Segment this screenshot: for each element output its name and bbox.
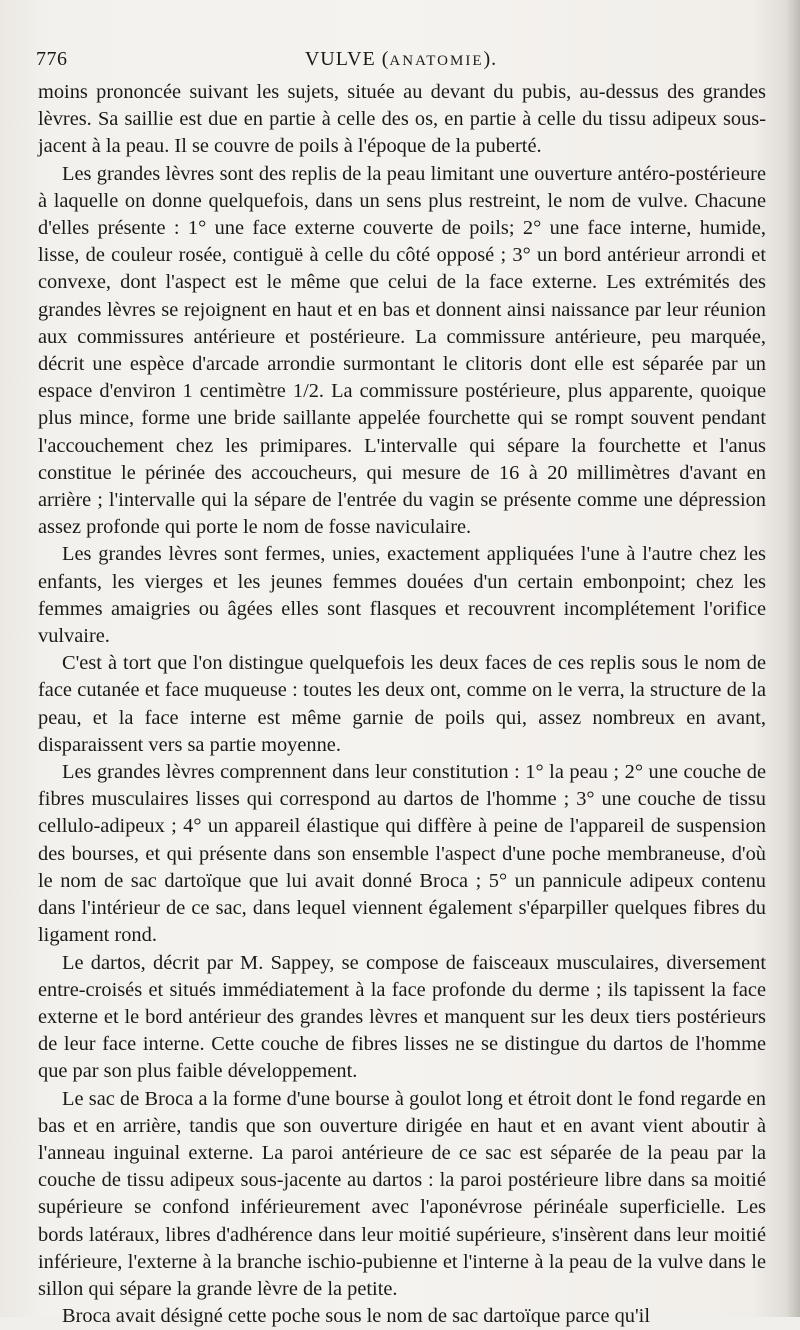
paragraph-fermes: Les grandes lèvres sont fermes, unies, exactement appliquées l'une à l'autre chez les enfants, les vierges et les jeunes femmes douées d'un certain embonpoint; chez les femmes amaigries ou âgées elles sont flasques et recouvrent incomplétement l'orifice vulvaire. bbox=[38, 543, 766, 648]
paragraph-constitution: Les grandes lèvres comprennent dans leur constitution : 1° la peau ; 2° une couche de fibres musculaires lisses qui correspond au dartos de l'homme ; 3° une couche de tissu cellulo-adipeux ; 4° un appareil élastique qui diffère à peine de l'appareil de suspension des bourses, et qui présente dans son ensemble l'aspect d'une poche membraneuse, d'où le nom de sac dartoïque que lui avait donné Broca ; 5° un pannicule adipeux contenu dans l'intérieur de ce sac, dans lequel viennent également s'éparpiller quelques fibres du ligament rond. bbox=[38, 761, 766, 947]
page-edge-shadow bbox=[786, 0, 800, 1317]
running-title-subject: ANATOMIE bbox=[389, 53, 484, 69]
page-header bbox=[36, 44, 766, 76]
paragraph-faces: C'est à tort que l'on distingue quelquefois les deux faces de ces replis sous le nom de face cutanée et face muqueuse : toutes les deux ont, comme on le verra, la structure de la peau, et la face interne est même garnie de poils qui, assez nombreux en avant, disparaissent vers sa partie moyenne. bbox=[38, 652, 766, 756]
paragraph-sac-de-broca: Le sac de Broca a la forme d'une bourse à goulot long et étroit dont le fond regarde en bas et en arrière, tandis que son ouverture dirigée en haut et en avant vient aboutir à l'anneau inguinal externe. La paroi antérieure de ce sac est séparée de la peau par la couche de tissu adipeux sous-jacente au dartos : la paroi postérieure libre dans sa moitié supérieure se confond inférieurement avec l'aponévrose périnéale superficielle. Les bords latéraux, libres d'adhérence dans leur moitié supérieure, s'insèrent dans leur moitié inférieure, l'externe à la branche ischio-pubienne et l'interne à la peau de la vulve dans le sillon qui sépare la grande lèvre de la petite. bbox=[38, 1087, 766, 1300]
page-number: 776 bbox=[36, 48, 68, 70]
running-title-end: ). bbox=[483, 48, 498, 70]
running-title-main: VULVE ( bbox=[304, 48, 390, 70]
body-text bbox=[38, 79, 766, 1330]
running-title bbox=[36, 48, 766, 71]
paragraph-dartos: Le dartos, décrit par M. Sappey, se compose de faisceaux musculaires, diversement entre-croisés et situés immédiatement à la face profonde du derme ; ils tapissent la face externe et le bord antérieur des grandes lèvres et manquent sur les deux tiers postérieurs de leur face interne. Cette couche de fibres lisses ne se distingue du dartos de l'homme que par son plus faible développement. bbox=[38, 951, 766, 1083]
paragraph-grandes-levres: Les grandes lèvres sont des replis de la peau limitant une ouverture antéro-postérieure à laquelle on donne quelquefois, dans un sens plus restreint, le nom de vulve. Chacune d'elles présente : 1° une face externe couverte de poils; 2° une face interne, humide, lisse, de couleur rosée, contiguë à celle du côté opposé ; 3° un bord antérieur arrondi et convexe, dont l'aspect est le même que celui de la face externe. Les extrémités des grandes lèvres se rejoignent en haut et en bas et donnent ainsi naissance par leur réunion aux commissures antérieure et postérieure. La commissure antérieure, peu marquée, décrit une espèce d'arcade arrondie surmontant le clitoris dont elle est séparée par un espace d'environ 1 centimètre 1/2. La commissure postérieure, plus apparente, quoique plus mince, forme une bride saillante appelée fourchette qui se rompt souvent pendant l'accouchement chez les primipares. L'intervalle qui sépare la fourchette et l'anus constitue le périnée des accoucheurs, qui mesure de 16 à 20 millimètres d'avant en arrière ; l'intervalle qui la sépare de l'entrée du vagin se présente comme une dépression assez profonde qui porte le nom de fosse naviculaire. bbox=[38, 162, 766, 539]
paragraph-continuation: moins prononcée suivant les sujets, située au devant du pubis, au-dessus des grandes lèvres. Sa saillie est due en partie à celle des os, en partie à celle du tissu adipeux sous-jacent à la peau. Il se couvre de poils à l'époque de la puberté. bbox=[38, 81, 766, 158]
paragraph-broca-designation: Broca avait désigné cette poche sous le nom de sac dartoïque parce qu'il bbox=[62, 1305, 650, 1328]
